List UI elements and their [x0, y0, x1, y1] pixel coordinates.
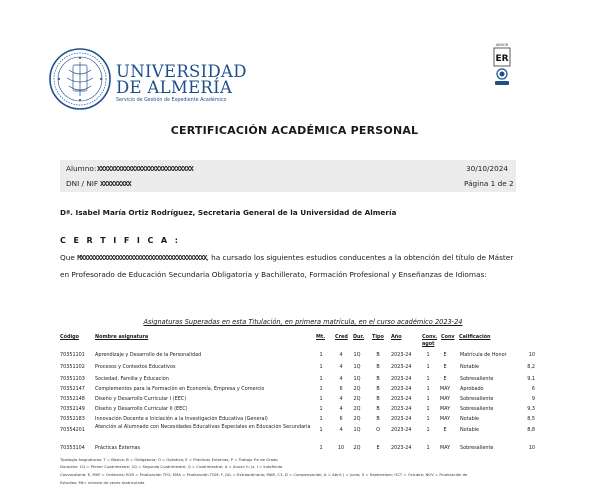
cell-conv: 1: [426, 416, 430, 422]
university-name-line1: UNIVERSIDAD: [116, 62, 247, 81]
cell-cred: 4: [339, 376, 343, 382]
cell-cnv: MAY: [439, 396, 451, 402]
cell-calif: Matrícula de Honor: [460, 352, 507, 358]
cell-nota: 10: [528, 352, 535, 358]
cell-code: 70352148: [60, 396, 85, 402]
cell-mt: 1: [319, 396, 323, 402]
cell-code: 70354201: [60, 427, 85, 433]
cell-cnv: MAY: [439, 445, 451, 451]
cell-cred: 6: [339, 386, 343, 392]
aenor-certification-icon: [491, 41, 513, 87]
certifica-heading: C E R T I F I C A :: [60, 236, 181, 245]
cell-year: 2023-24: [391, 445, 412, 451]
cell-cred: 4: [339, 364, 343, 370]
cell-cred: 4: [339, 396, 343, 402]
col-calificacion: Calificación: [459, 334, 491, 340]
table-row: [0, 445, 589, 457]
service-name: Servicio de Gestión de Expediente Académico: [116, 98, 227, 103]
cell-year: 2023-24: [391, 406, 412, 412]
cell-cnv: E: [443, 364, 447, 370]
cell-tipo: B: [376, 352, 380, 358]
cell-cred: 4: [339, 427, 343, 433]
document-title: CERTIFICACIÓN ACADÉMICA PERSONAL: [170, 124, 419, 137]
paragraph-text: , ha cursado los siguientes estudios conducentes a la obtención del título de Máster en Profesorado de Educación Secundaria Obligatoria y Bachillerato, Formación Profesional y Enseñanzas de Idiomas:: [60, 253, 514, 279]
col-nombre: Nombre asignatura: [95, 334, 149, 340]
cell-nota: 8,8: [527, 427, 535, 433]
cell-year: 2023-24: [391, 352, 412, 358]
col-cnv: Conv: [441, 334, 455, 340]
cell-year: 2023-24: [391, 364, 412, 370]
cell-conv: 1: [426, 386, 430, 392]
subjects-section-title: Asignaturas Superadas en esta Titulación, en primera matrícula, en el curso académico 2023-24: [143, 318, 463, 326]
cell-mt: 1: [319, 416, 323, 422]
table-row: [0, 364, 589, 376]
cell-calif: Notable: [460, 416, 480, 422]
cell-calif: Sobresaliente: [460, 376, 494, 382]
cell-name: Complementos para la Formación en Economía, Empresa y Comercio: [95, 386, 265, 392]
cell-conv: 1: [426, 364, 430, 370]
cell-tipo: B: [376, 406, 380, 412]
cell-mt: 1: [319, 445, 323, 451]
certification-paragraph: [60, 250, 520, 282]
cell-cnv: MAY: [439, 386, 451, 392]
cell-code: 70351102: [60, 364, 85, 370]
cell-calif: Aprobado: [460, 386, 484, 392]
cell-dur: 2Q: [353, 445, 361, 451]
cell-year: 2023-24: [391, 386, 412, 392]
cell-tipo: O: [376, 427, 380, 433]
cell-code: 70351103: [60, 376, 85, 382]
col-tipo: Tipo: [372, 334, 384, 340]
cell-nota: 9: [531, 396, 535, 402]
cell-name: Sociedad, Familia y Educación: [95, 376, 169, 382]
signer-statement: Dª. Isabel María Ortiz Rodríguez, Secretaria General de la Universidad de Almería: [60, 208, 397, 217]
cell-calif: Notable: [460, 364, 480, 370]
cell-year: 2023-24: [391, 427, 412, 433]
cell-year: 2023-24: [391, 396, 412, 402]
university-name-line2: DE ALMERÍA: [116, 78, 233, 97]
cell-cred: 6: [339, 416, 343, 422]
col-conv: Conv.: [422, 334, 438, 340]
cell-dur: 1Q: [353, 352, 361, 358]
cell-calif: Sobresaliente: [460, 445, 494, 451]
cell-tipo: B: [376, 364, 380, 370]
cell-conv: 1: [426, 445, 430, 451]
cell-calif: Notable: [460, 427, 480, 433]
alumno-value-redacted: XXXXXXXXXXXXXXXXXXXXXXXXXXXX: [97, 164, 193, 173]
alumno-label: Alumno:: [66, 164, 97, 173]
cell-dur: 2Q: [353, 406, 361, 412]
cell-code: 70352147: [60, 386, 85, 392]
cell-cnv: E: [443, 376, 447, 382]
cell-code: 70352149: [60, 406, 85, 412]
aenor-code: ER: [495, 54, 509, 64]
student-name-redacted: MXXXXXXXXXXXXXXXXXXXXXXXXXXXXXXXXXXXXXX: [77, 254, 207, 262]
cell-name: Atención al Alumnado con Necesidades Educativas Especiales en Educación Secundaria: [95, 424, 311, 430]
cell-dur: 2Q: [353, 386, 361, 392]
cell-nota: 6: [531, 386, 535, 392]
col-mt: Mt.: [316, 334, 326, 340]
legend-duracion: Duración: 1Q = Primer Cuatrimestre; 2Q = Segundo Cuatrimestre; Q = Cuatrimestral; A = Anual; h; Iz, I = Indefinida: [60, 464, 283, 469]
cell-tipo: E: [376, 445, 380, 451]
cell-code: 70351101: [60, 352, 85, 358]
cell-mt: 1: [319, 406, 323, 412]
cell-conv: 1: [426, 376, 430, 382]
cell-mt: 1: [319, 386, 323, 392]
cell-tipo: B: [376, 386, 380, 392]
cell-cnv: MAY: [439, 406, 451, 412]
cell-mt: 1: [319, 376, 323, 382]
cell-cnv: E: [443, 427, 447, 433]
cell-name: Prácticas Externas: [95, 445, 141, 451]
cell-nota: 8,5: [527, 416, 535, 422]
cell-nota: 10: [528, 445, 535, 451]
cell-nota: 8,2: [527, 364, 535, 370]
certificate-date: 30/10/2024: [466, 164, 509, 173]
dni-label: DNI / NIF: [66, 179, 99, 188]
legend-tipologia: Tipología Asignaturas: T = Básica; B = Obligatoria; O = Optativa; E = Prácticas Externas; P = Trabajo Fin de Grado: [60, 457, 278, 462]
paragraph-lead: Que: [60, 253, 78, 262]
cell-dur: 1Q: [353, 427, 361, 433]
table-row: [0, 352, 589, 364]
col-anio: Año: [391, 334, 402, 340]
cell-year: 2023-24: [391, 416, 412, 422]
cell-nota: 9,1: [527, 376, 535, 382]
cell-dur: 2Q: [353, 416, 361, 422]
university-seal-logo: [49, 48, 111, 110]
page-number: Página 1 de 2: [464, 179, 514, 188]
cell-tipo: B: [376, 396, 380, 402]
cell-nota: 9,3: [527, 406, 535, 412]
cell-cred: 4: [339, 406, 343, 412]
cell-calif: Sobresaliente: [460, 396, 494, 402]
cell-cred: 4: [339, 352, 343, 358]
col-dur: Dur.: [353, 334, 365, 340]
cell-cred: 10: [337, 445, 345, 451]
table-row: [0, 424, 589, 439]
cell-dur: 1Q: [353, 376, 361, 382]
cell-name: Procesos y Contextos Educativos: [95, 364, 176, 370]
col-codigo: Código: [60, 334, 79, 340]
col-conv-agot: agot: [422, 341, 435, 347]
cell-dur: 1Q: [353, 364, 361, 370]
cell-code: 70352183: [60, 416, 85, 422]
cell-conv: 1: [426, 352, 430, 358]
cell-tipo: B: [376, 416, 380, 422]
legend-convocatoria: Convocatoria: E, MAY = Ordinaria; EGR = Finalización TFG; EMA = Finalización TGM; F, JUL = Extraordinaria; MAR, C3, D = Compensación; A = Abril; J = Junio; S = Septiembre; OCT = Octubre; NOV = Finalización de: [60, 472, 468, 477]
cell-cnv: E: [443, 352, 447, 358]
cell-tipo: B: [376, 376, 380, 382]
cell-name: Diseño y Desarrollo Curricular II (EEC): [95, 406, 188, 412]
cell-conv: 1: [426, 427, 430, 433]
cell-conv: 1: [426, 406, 430, 412]
cell-dur: 2Q: [353, 396, 361, 402]
cell-calif: Sobresaliente: [460, 406, 494, 412]
cell-code: 70353104: [60, 445, 85, 451]
cell-name: Aprendizaje y Desarrollo de la Personalidad: [95, 352, 202, 358]
legend-matricula: Estudios; Mt= número de veces matriculada: [60, 480, 145, 485]
cell-year: 2023-24: [391, 376, 412, 382]
cell-name: Diseño y Desarrollo Curricular I (EEC): [95, 396, 187, 402]
cell-mt: 1: [319, 364, 323, 370]
dni-value-redacted: XXXXXXXXX: [100, 179, 131, 188]
aenor-label: AENOR: [495, 43, 509, 47]
cell-name: Innovación Docente e Iniciación a la Investigación Educativa (General): [95, 416, 268, 422]
cell-cnv: MAY: [439, 416, 451, 422]
cell-mt: 1: [319, 427, 323, 433]
col-cred: Cred: [335, 334, 348, 340]
cell-conv: 1: [426, 396, 430, 402]
cell-mt: 1: [319, 352, 323, 358]
